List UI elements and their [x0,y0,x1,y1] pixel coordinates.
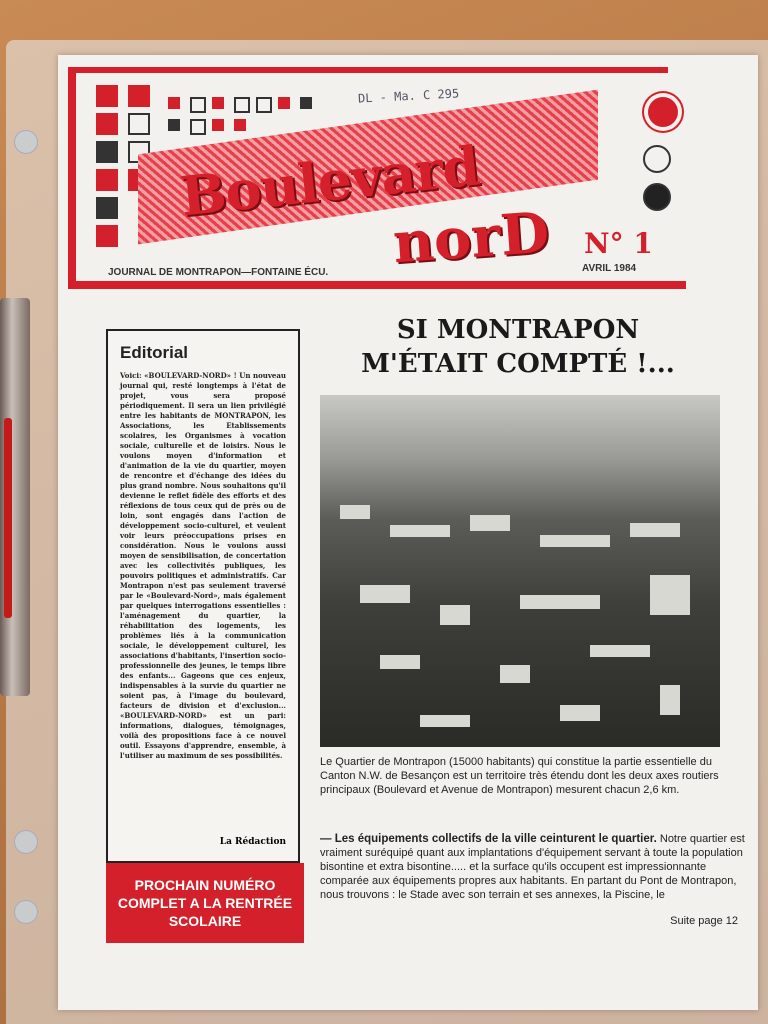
punch-hole [14,130,38,154]
punch-hole [14,900,38,924]
photo-caption: Le Quartier de Montrapon (15000 habitants) qui constitue la partie essentielle du Canton N.W. de Besançon est un territoire très étendu dont les deux axes routiers principaux (Boulevard et Avenue de Montrapon) mesurent chacun 2,6 km. [320,756,719,796]
circle-outline-icon [643,145,671,173]
logo-title-line1: Boulevard [177,133,482,229]
issue-date: AVRIL 1984 [582,263,637,274]
newspaper-subtitle: JOURNAL DE MONTRAPON—FONTAINE ÉCU. [108,267,329,278]
logo-title-line2: norD [390,199,552,277]
editorial-heading: Editorial [120,343,189,362]
editorial-body: Voici: «BOULEVARD-NORD» ! Un nouveau journal qui, resté longtemps à l'état de projet, vous sera proposé périodiquement. Il sera un lien privilégié entre les habitants de MONTRAPON, les Associations, les Etablissements scolaires, les Organismes à vocation sociale, culturelle et de loisirs. Nous le voulons moyen d'information et d'animation de la vie du quartier, moyen de rencontre et d'échange des idées du plus grand nombre. Nous souhaitons qu'il devienne le reflet fidèle des efforts et des réflexions de tous ceux qui de près ou de loin, sont engagés dans l'action de développement socio-culturel, et veulent voir leurs préoccupations prises en considération. Nous le voulons aussi moyen de sensibilisation, de concertation avec les collectivités publiques, les pouvoirs politiques et administratifs. Car Montrapon n'est pas seulement traversé par le «Boulevard-Nord», mais également par quelques interrogations essentielles : l'aménagement du quartier, la réhabilitation des logements, les problèmes liés à la communication sociale, le développement culturel, les associations d'habitants, l'insertion socio-professionnelle des jeunes, le temps libre des enfants... Gageons que ces enjeux, indispensables à la survie du quartier ne soient pas, à l'image du boulevard, facteurs de division et d'exclusion... «BOULEVARD-NORD» est un pari: informations, dialogues, témoignages, voilà des propositions face à ce nouvel outil. Essayons d'apprendre, ensemble, à l'utiliser au maximum de ses possibilités. [120,371,286,760]
next-issue-box: PROCHAIN NUMÉRO COMPLET A LA RENTRÉE SCOLAIRE [106,863,304,943]
headline [308,313,728,381]
article-body: Notre quartier est vraiment suréquipé quant aux implantations d'équipement servant à toute la population bisontine et extra bisontine..... et la surface qu'ils occupent est impressionnante comparée aux équipements propres aux habitants. En partant du Pont de Montrapon, nous trouvons : le Stade avec son terrain et ses annexes, la Piscine, le [320,833,745,901]
binder-clip [0,298,30,696]
circle-filled-icon [643,183,671,211]
article [320,832,745,902]
sun-icon [648,97,678,127]
masthead [68,67,688,292]
issue-number: N° 1 [584,227,653,260]
punch-hole [14,830,38,854]
editorial-box [106,329,300,863]
handwritten-note: DL - Ma. C 295 [357,86,460,106]
headline-line1: SI MONTRAPON [396,315,640,345]
editorial-signature: La Rédaction [219,837,286,847]
aerial-photo [320,395,720,747]
newspaper-page [58,55,758,1010]
continued-link: Suite page 12 [670,915,738,927]
headline-line2: M'ÉTAIT COMPTÉ !... [361,349,675,379]
article-lead: — Les équipements collectifs de la ville ceinturent le quartier. [320,833,657,845]
